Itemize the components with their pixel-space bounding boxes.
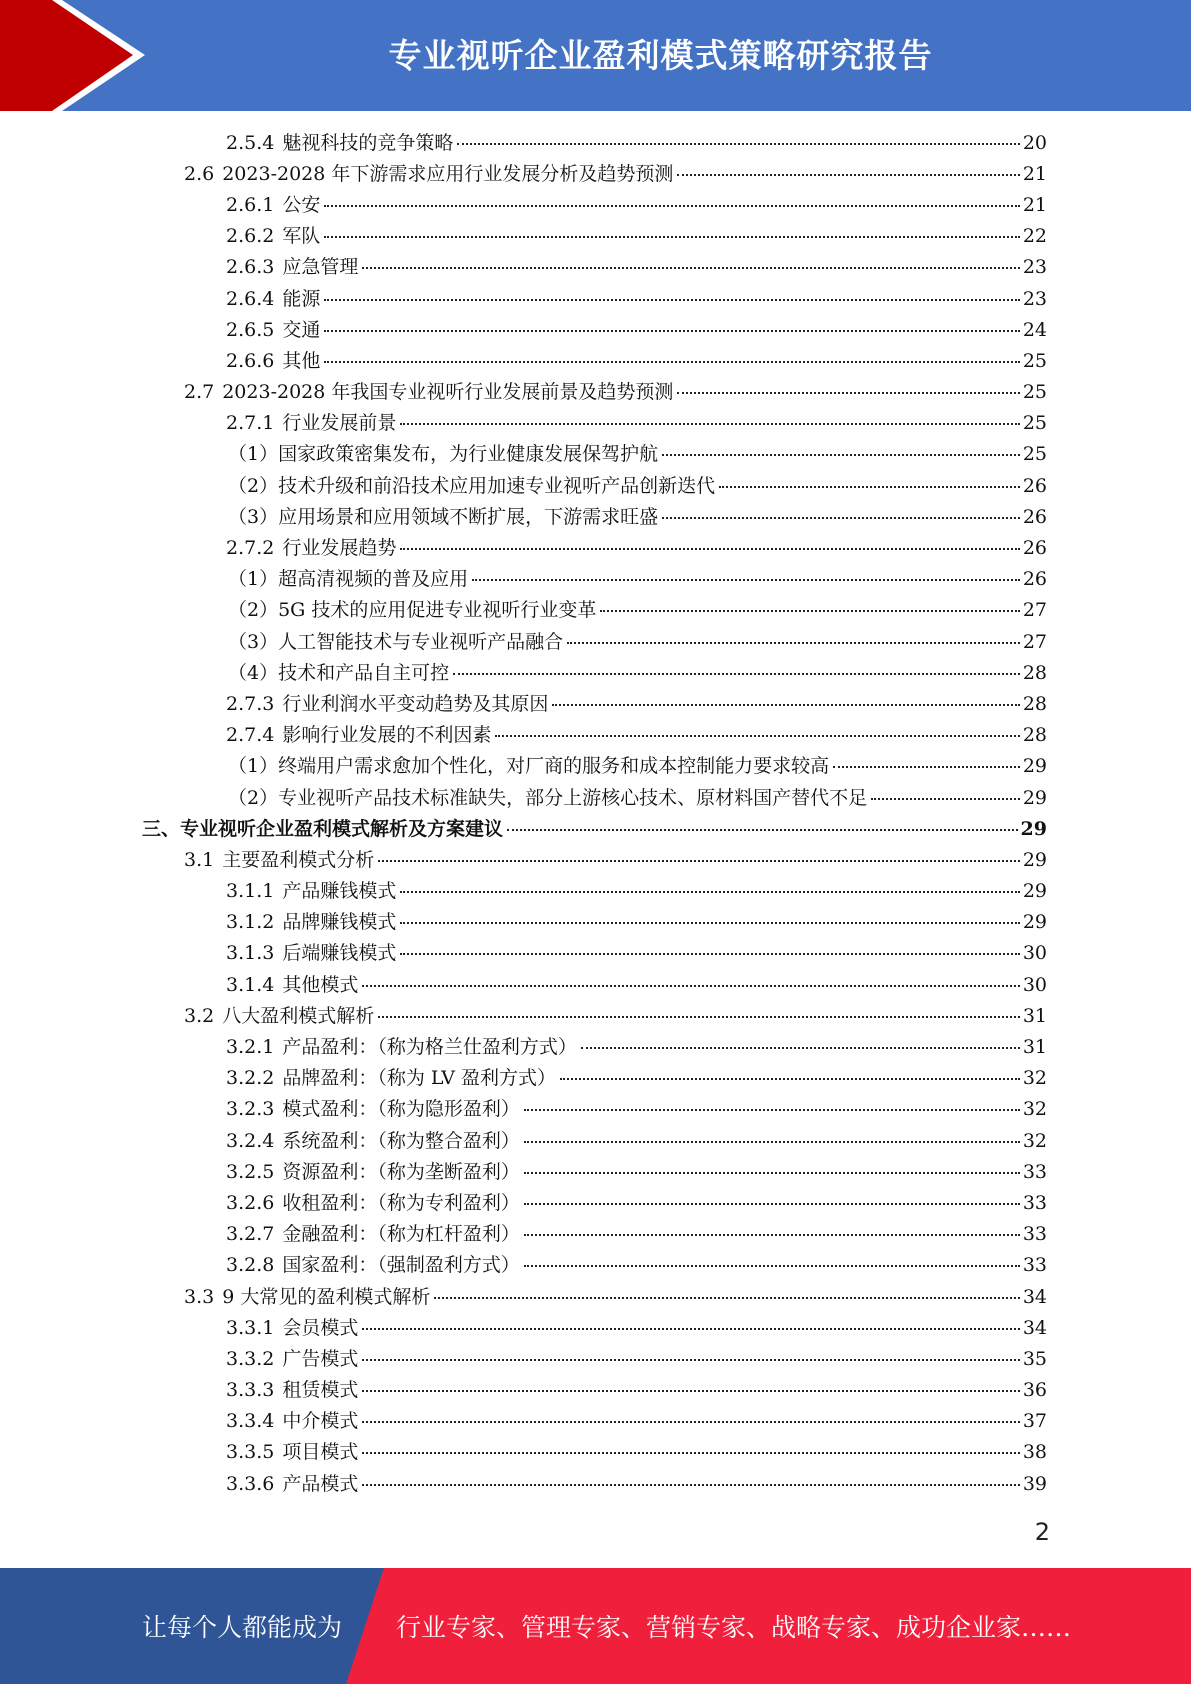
toc-entry[interactable] <box>0 1406 1191 1437</box>
toc-dot-leader <box>472 575 1020 581</box>
toc-entry-number: 2.6.6 <box>226 349 275 372</box>
toc-dot-leader <box>524 1137 1020 1143</box>
toc-entry[interactable] <box>0 720 1191 751</box>
toc-dot-leader <box>524 1230 1020 1236</box>
toc-entry-label: 魅视科技的竞争策略 <box>282 131 454 154</box>
toc-dot-leader <box>324 201 1019 207</box>
toc-entry-label: （3）人工智能技术与专业视听产品融合 <box>228 630 564 653</box>
toc-entry[interactable] <box>0 377 1191 408</box>
toc-entry-number: 2.7.4 <box>226 724 275 747</box>
toc-entry-page: 28 <box>1022 661 1047 684</box>
toc-entry-label: 2023-2028 年下游需求应用行业发展分析及趋势预测 <box>222 162 674 185</box>
toc-dot-leader <box>457 139 1019 145</box>
toc-entry-number: 2.7.2 <box>226 537 275 560</box>
toc-dot-leader <box>362 981 1019 987</box>
toc-entry-number: 3.3.6 <box>226 1472 275 1495</box>
toc-entry-page: 36 <box>1022 1379 1047 1402</box>
toc-entry-number: 3.2.5 <box>226 1160 275 1183</box>
toc-entry-page: 32 <box>1022 1067 1047 1090</box>
toc-entry-label: 八大盈利模式解析 <box>222 1004 375 1027</box>
toc-dot-leader <box>362 1480 1019 1486</box>
toc-entry[interactable] <box>0 1375 1191 1406</box>
toc-entry-label: 产品盈利：（称为格兰仕盈利方式） <box>282 1036 577 1059</box>
toc-dot-leader <box>600 606 1019 612</box>
footer-slogan-right: 行业专家、管理专家、营销专家、战略专家、成功企业家…… <box>396 1613 1072 1642</box>
toc-entry[interactable] <box>0 657 1191 688</box>
toc-entry[interactable] <box>0 782 1191 813</box>
toc-dot-leader <box>400 544 1019 550</box>
toc-entry-label: 中介模式 <box>282 1410 359 1433</box>
toc-dot-leader <box>524 1105 1020 1111</box>
toc-entry-label: （2）技术升级和前沿技术应用加速专业视听产品创新迭代 <box>228 474 716 497</box>
toc-entry-number: 3.2.2 <box>226 1067 275 1090</box>
header-arrow-icon <box>0 0 160 111</box>
toc-entry[interactable] <box>0 813 1191 844</box>
toc-entry-page: 32 <box>1022 1098 1047 1121</box>
toc-entry-number: 3.3.1 <box>226 1316 275 1339</box>
toc-entry-page: 24 <box>1022 318 1047 341</box>
toc-entry-number: 3.2.4 <box>226 1129 275 1152</box>
toc-entry-page: 34 <box>1022 1285 1047 1308</box>
toc-entry-label: 影响行业发展的不利因素 <box>282 724 492 747</box>
toc-entry-label: （3）应用场景和应用领域不断扩展，下游需求旺盛 <box>228 505 659 528</box>
toc-entry-page: 31 <box>1022 1036 1047 1059</box>
toc-dot-leader <box>324 357 1019 363</box>
toc-dot-leader <box>362 1386 1019 1392</box>
toc-entry[interactable] <box>0 1187 1191 1218</box>
toc-dot-leader <box>581 1043 1020 1049</box>
table-of-contents <box>0 127 1191 1499</box>
toc-entry-label: （2）专业视听产品技术标准缺失，部分上游核心技术、原材料国产替代不足 <box>228 786 868 809</box>
toc-entry-label: 会员模式 <box>282 1316 359 1339</box>
toc-entry-page: 23 <box>1022 256 1047 279</box>
report-title: 专业视听企业盈利模式策略研究报告 <box>388 35 933 75</box>
toc-entry[interactable] <box>0 844 1191 875</box>
toc-entry-label: 2023-2028 年我国专业视听行业发展前景及趋势预测 <box>222 381 674 404</box>
toc-entry-number: 2.6.4 <box>226 287 275 310</box>
toc-entry[interactable] <box>0 189 1191 220</box>
toc-entry-number: 2.5.4 <box>226 131 275 154</box>
toc-entry-label: 能源 <box>282 287 321 310</box>
toc-entry-number: 2.6.3 <box>226 256 275 279</box>
toc-entry-label: 公安 <box>282 193 321 216</box>
toc-dot-leader <box>378 1012 1020 1018</box>
toc-entry[interactable] <box>0 1031 1191 1062</box>
toc-entry-page: 29 <box>1020 817 1047 840</box>
toc-entry-page: 33 <box>1022 1223 1047 1246</box>
toc-entry[interactable] <box>0 564 1191 595</box>
toc-dot-leader <box>719 482 1020 488</box>
footer-slogan-left: 让每个人都能成为 <box>142 1613 343 1642</box>
toc-entry-page: 26 <box>1022 505 1047 528</box>
toc-entry-page: 26 <box>1022 537 1047 560</box>
toc-entry[interactable] <box>0 1156 1191 1187</box>
toc-entry-number: 2.6.5 <box>226 318 275 341</box>
toc-dot-leader <box>434 1293 1019 1299</box>
toc-entry-label: 模式盈利：（称为隐形盈利） <box>282 1098 520 1121</box>
toc-entry-page: 34 <box>1022 1316 1047 1339</box>
toc-entry-page: 30 <box>1022 942 1047 965</box>
toc-entry[interactable] <box>0 876 1191 907</box>
toc-entry-label: 军队 <box>282 225 321 248</box>
toc-entry-label: 9 大常见的盈利模式解析 <box>222 1285 431 1308</box>
toc-dot-leader <box>552 700 1019 706</box>
toc-entry-page: 33 <box>1022 1254 1047 1277</box>
toc-entry-number: 3.2.3 <box>226 1098 275 1121</box>
toc-dot-leader <box>400 918 1019 924</box>
toc-entry-number: 3.3.5 <box>226 1441 275 1464</box>
toc-entry-page: 29 <box>1022 755 1047 778</box>
toc-entry-page: 21 <box>1022 193 1047 216</box>
toc-entry-page: 35 <box>1022 1347 1047 1370</box>
toc-entry-page: 28 <box>1022 692 1047 715</box>
toc-entry-number: 2.7.1 <box>226 412 275 435</box>
toc-entry[interactable] <box>0 1312 1191 1343</box>
toc-entry[interactable] <box>0 252 1191 283</box>
toc-entry-page: 25 <box>1022 412 1047 435</box>
toc-entry[interactable] <box>0 1000 1191 1031</box>
toc-entry-page: 31 <box>1022 1004 1047 1027</box>
toc-entry-page: 39 <box>1022 1472 1047 1495</box>
toc-entry-label: 品牌赚钱模式 <box>282 911 397 934</box>
toc-entry-label: 其他模式 <box>282 973 359 996</box>
toc-dot-leader <box>362 1448 1019 1454</box>
toc-entry-label: 国家盈利：（强制盈利方式） <box>282 1254 520 1277</box>
toc-entry-number: 3.2.6 <box>226 1191 275 1214</box>
toc-entry-page: 27 <box>1022 599 1047 622</box>
toc-entry-label: 三、专业视听企业盈利模式解析及方案建议 <box>142 817 504 840</box>
toc-dot-leader <box>362 1324 1019 1330</box>
toc-entry-label: 项目模式 <box>282 1441 359 1464</box>
toc-entry-page: 27 <box>1022 630 1047 653</box>
toc-entry[interactable] <box>0 345 1191 376</box>
toc-dot-leader <box>871 794 1020 800</box>
toc-entry[interactable] <box>0 1437 1191 1468</box>
toc-entry-label: 资源盈利：（称为垄断盈利） <box>282 1160 520 1183</box>
toc-entry-label: 产品赚钱模式 <box>282 880 397 903</box>
toc-entry[interactable] <box>0 532 1191 563</box>
toc-entry-number: 3.2.7 <box>226 1223 275 1246</box>
toc-entry-page: 30 <box>1022 973 1047 996</box>
toc-entry[interactable] <box>0 1281 1191 1312</box>
toc-entry-label: （1）超高清视频的普及应用 <box>228 568 469 591</box>
toc-entry[interactable] <box>0 470 1191 501</box>
toc-entry-number: 2.6.1 <box>226 193 275 216</box>
toc-entry-label: 行业发展前景 <box>282 412 397 435</box>
toc-entry-page: 33 <box>1022 1191 1047 1214</box>
page-header <box>0 0 1191 111</box>
toc-entry[interactable] <box>0 1468 1191 1499</box>
toc-entry-label: 品牌盈利：（称为 LV 盈利方式） <box>282 1067 557 1090</box>
toc-entry-number: 3.3.3 <box>226 1379 275 1402</box>
toc-dot-leader <box>378 856 1020 862</box>
toc-entry-number: 3.3.2 <box>226 1347 275 1370</box>
toc-entry-number: 3.1.4 <box>226 973 275 996</box>
toc-entry-number: 3.1.1 <box>226 880 275 903</box>
toc-dot-leader <box>524 1168 1020 1174</box>
toc-dot-leader <box>400 949 1019 955</box>
toc-entry-number: 2.7 <box>184 381 215 404</box>
toc-entry[interactable] <box>0 1094 1191 1125</box>
toc-entry-number: 3.2.1 <box>226 1036 275 1059</box>
toc-entry-number: 2.6 <box>184 162 215 185</box>
toc-entry-page: 26 <box>1022 474 1047 497</box>
toc-dot-leader <box>677 170 1019 176</box>
toc-entry[interactable] <box>0 221 1191 252</box>
toc-entry-number: 2.6.2 <box>226 225 275 248</box>
toc-dot-leader <box>507 825 1018 831</box>
toc-dot-leader <box>324 232 1019 238</box>
toc-entry-number: 3.2 <box>184 1004 215 1027</box>
toc-entry[interactable] <box>0 907 1191 938</box>
toc-entry-page: 20 <box>1022 131 1047 154</box>
toc-dot-leader <box>400 419 1019 425</box>
toc-dot-leader <box>524 1261 1020 1267</box>
toc-entry[interactable] <box>0 969 1191 1000</box>
toc-entry[interactable] <box>0 1343 1191 1374</box>
toc-entry[interactable] <box>0 1250 1191 1281</box>
toc-entry-page: 25 <box>1022 381 1047 404</box>
toc-entry-label: 行业利润水平变动趋势及其原因 <box>282 692 549 715</box>
toc-entry-number: 3.1.2 <box>226 911 275 934</box>
toc-entry[interactable] <box>0 938 1191 969</box>
toc-entry-number: 3.3 <box>184 1285 215 1308</box>
toc-entry[interactable] <box>0 751 1191 782</box>
toc-entry-label: 广告模式 <box>282 1347 359 1370</box>
toc-entry-page: 33 <box>1022 1160 1047 1183</box>
page-number: 2 <box>1034 1518 1050 1546</box>
toc-entry-label: （1）国家政策密集发布，为行业健康发展保驾护航 <box>228 443 659 466</box>
toc-dot-leader <box>560 1074 1020 1080</box>
toc-entry[interactable] <box>0 158 1191 189</box>
toc-dot-leader <box>324 326 1019 332</box>
toc-entry-label: （4）技术和产品自主可控 <box>228 661 450 684</box>
toc-entry-label: 其他 <box>282 349 321 372</box>
toc-entry-page: 23 <box>1022 287 1047 310</box>
toc-dot-leader <box>400 887 1019 893</box>
toc-dot-leader <box>524 1199 1020 1205</box>
toc-dot-leader <box>324 295 1019 301</box>
toc-entry-page: 29 <box>1022 786 1047 809</box>
toc-entry[interactable] <box>0 626 1191 657</box>
toc-entry-page: 26 <box>1022 568 1047 591</box>
toc-entry-label: 主要盈利模式分析 <box>222 848 375 871</box>
toc-entry-page: 38 <box>1022 1441 1047 1464</box>
toc-entry-number: 3.1 <box>184 848 215 871</box>
toc-entry[interactable] <box>0 1125 1191 1156</box>
toc-entry-label: 应急管理 <box>282 256 359 279</box>
toc-dot-leader <box>677 388 1019 394</box>
toc-entry-number: 3.3.4 <box>226 1410 275 1433</box>
toc-dot-leader <box>362 1417 1019 1423</box>
toc-entry-page: 25 <box>1022 443 1047 466</box>
toc-entry-page: 32 <box>1022 1129 1047 1152</box>
toc-entry-number: 3.1.3 <box>226 942 275 965</box>
toc-entry[interactable] <box>0 408 1191 439</box>
toc-entry[interactable] <box>0 314 1191 345</box>
toc-entry-label: （2）5G 技术的应用促进专业视听行业变革 <box>228 599 597 622</box>
toc-entry[interactable] <box>0 595 1191 626</box>
toc-entry-label: 租赁模式 <box>282 1379 359 1402</box>
toc-entry-number: 3.2.8 <box>226 1254 275 1277</box>
toc-entry-label: 行业发展趋势 <box>282 537 397 560</box>
toc-dot-leader <box>833 762 1020 768</box>
page-footer <box>0 1568 1191 1684</box>
toc-dot-leader <box>453 669 1020 675</box>
toc-entry-page: 25 <box>1022 349 1047 372</box>
toc-entry-label: 后端赚钱模式 <box>282 942 397 965</box>
toc-entry-label: 金融盈利：（称为杠杆盈利） <box>282 1223 520 1246</box>
toc-entry[interactable] <box>0 439 1191 470</box>
toc-dot-leader <box>362 1355 1019 1361</box>
toc-entry-number: 2.7.3 <box>226 692 275 715</box>
toc-entry-label: （1）终端用户需求愈加个性化，对厂商的服务和成本控制能力要求较高 <box>228 755 830 778</box>
toc-dot-leader <box>567 638 1020 644</box>
toc-entry[interactable] <box>0 283 1191 314</box>
toc-entry-label: 系统盈利：（称为整合盈利） <box>282 1129 520 1152</box>
toc-entry-page: 29 <box>1022 911 1047 934</box>
toc-entry-page: 22 <box>1022 225 1047 248</box>
toc-dot-leader <box>662 450 1020 456</box>
toc-entry[interactable] <box>0 1219 1191 1250</box>
toc-entry[interactable] <box>0 127 1191 158</box>
toc-entry[interactable] <box>0 688 1191 719</box>
toc-entry-label: 产品模式 <box>282 1472 359 1495</box>
toc-entry-page: 37 <box>1022 1410 1047 1433</box>
toc-entry-page: 29 <box>1022 880 1047 903</box>
toc-entry[interactable] <box>0 1063 1191 1094</box>
toc-dot-leader <box>362 263 1019 269</box>
toc-entry-label: 收租盈利：（称为专利盈利） <box>282 1191 520 1214</box>
toc-entry[interactable] <box>0 501 1191 532</box>
toc-dot-leader <box>495 731 1019 737</box>
toc-entry-label: 交通 <box>282 318 321 341</box>
toc-entry-page: 29 <box>1022 848 1047 871</box>
toc-dot-leader <box>662 513 1020 519</box>
toc-entry-page: 21 <box>1022 162 1047 185</box>
toc-entry-page: 28 <box>1022 724 1047 747</box>
